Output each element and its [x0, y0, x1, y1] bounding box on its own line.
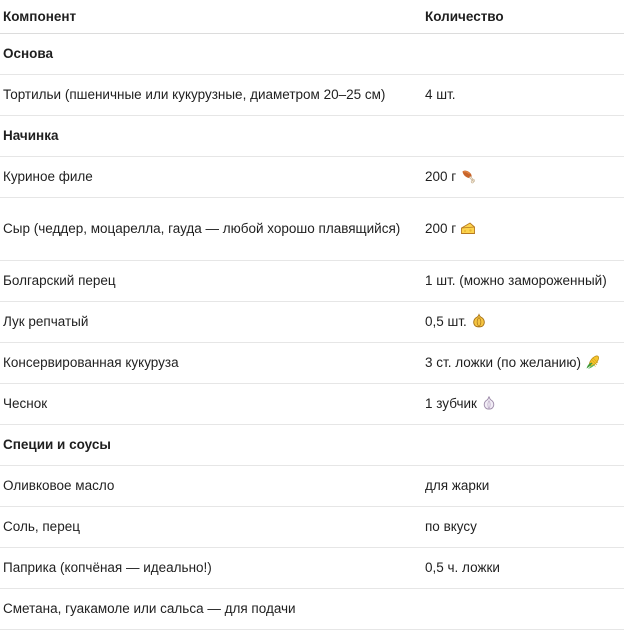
- section-label: Специи и соусы: [0, 425, 422, 466]
- column-header-quantity: Количество: [422, 0, 624, 34]
- ingredient-quantity: 0,5 ч. ложки: [422, 548, 624, 589]
- section-row: [0, 116, 624, 157]
- table-row: [0, 261, 624, 302]
- ingredient-name: Тортильи (пшеничные или кукурузные, диаметром 20–25 см): [0, 75, 422, 116]
- cheese-icon: [460, 220, 476, 236]
- ingredient-name: Сметана, гуакамоле или сальса — для подачи: [0, 589, 422, 630]
- table-row: [0, 466, 624, 507]
- table-row: [0, 343, 624, 384]
- section-label: Основа: [0, 34, 422, 75]
- ingredient-name: Консервированная кукуруза: [0, 343, 422, 384]
- ingredient-quantity: 0,5 шт.: [422, 302, 624, 343]
- empty-cell: [422, 34, 624, 75]
- garlic-icon: [481, 395, 497, 411]
- table-row: [0, 157, 624, 198]
- ingredient-name: Сыр (чеддер, моцарелла, гауда — любой хорошо плавящийся): [0, 198, 422, 261]
- ingredient-name: Оливковое масло: [0, 466, 422, 507]
- ingredient-quantity: 1 шт. (можно замороженный): [422, 261, 624, 302]
- section-row: [0, 34, 624, 75]
- table-row: [0, 589, 624, 630]
- ingredient-quantity: 4 шт.: [422, 75, 624, 116]
- ingredient-quantity: 1 зубчик: [422, 384, 624, 425]
- table-row: [0, 384, 624, 425]
- section-row: [0, 425, 624, 466]
- empty-cell: [422, 116, 624, 157]
- column-header-component: Компонент: [0, 0, 422, 34]
- ingredient-name: Паприка (копчёная — идеально!): [0, 548, 422, 589]
- corn-icon: [585, 354, 601, 370]
- table-row: [0, 198, 624, 261]
- ingredient-quantity: 3 ст. ложки (по желанию): [422, 343, 624, 384]
- ingredient-name: Куриное филе: [0, 157, 422, 198]
- ingredient-quantity: 200 г: [422, 157, 624, 198]
- ingredient-quantity: [422, 589, 624, 630]
- ingredient-name: Чеснок: [0, 384, 422, 425]
- ingredient-name: Соль, перец: [0, 507, 422, 548]
- ingredient-quantity: по вкусу: [422, 507, 624, 548]
- table-row: [0, 548, 624, 589]
- table-row: [0, 507, 624, 548]
- empty-cell: [422, 425, 624, 466]
- section-label: Начинка: [0, 116, 422, 157]
- table-header-row: [0, 0, 624, 34]
- table-row: [0, 302, 624, 343]
- ingredient-quantity: 200 г: [422, 198, 624, 261]
- table-row: [0, 75, 624, 116]
- drumstick-icon: [460, 168, 476, 184]
- ingredient-name: Болгарский перец: [0, 261, 422, 302]
- ingredient-name: Лук репчатый: [0, 302, 422, 343]
- onion-icon: [471, 313, 487, 329]
- ingredient-quantity: для жарки: [422, 466, 624, 507]
